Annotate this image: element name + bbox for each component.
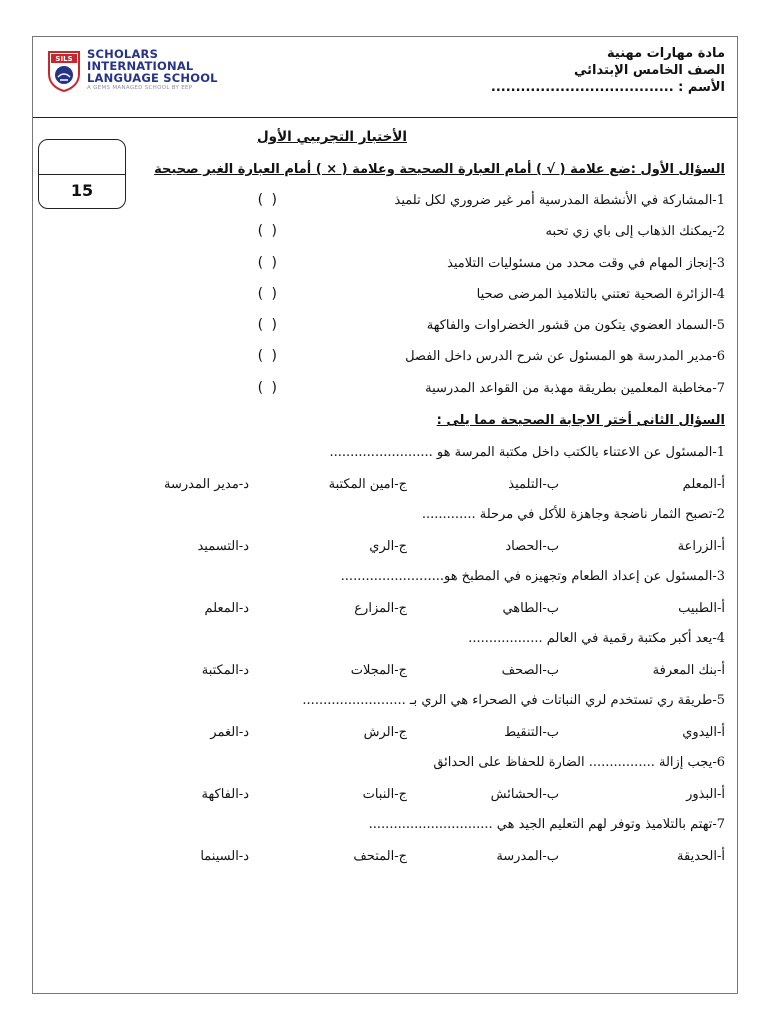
- score-divider: [39, 174, 125, 175]
- true-false-statement: 3-إنجاز المهام في وقت محدد من مسئوليات التلاميذ: [447, 256, 725, 271]
- mcq-option[interactable]: د-الغمر: [210, 725, 249, 740]
- mcq-option[interactable]: ج-امين المكتبة: [328, 477, 407, 492]
- mcq-option[interactable]: أ-الزراعة: [677, 539, 725, 554]
- mcq-question: 1-المسئول عن الاعتناء بالكتب داخل مكتبة المرسة هو .........................: [329, 445, 725, 460]
- answer-brackets[interactable]: ( ): [257, 286, 279, 302]
- true-false-statement: 7-مخاطبة المعلمين بطريقة مهذبة من القواعد المدرسية: [425, 381, 725, 396]
- school-tagline: A GEMS MANAGED SCHOOL BY EEP: [87, 85, 193, 91]
- mcq-option[interactable]: أ-المعلم: [682, 477, 725, 492]
- mcq-question: 5-طريقة ري تستخدم لري النباتات في الصحراء هي الري بـ .........................: [302, 693, 725, 708]
- mcq-option[interactable]: ب-الصحف: [501, 663, 559, 678]
- mcq-question: 6-يجب إزالة ................ الضارة للحفاظ على الحدائق: [433, 755, 725, 770]
- mcq-option[interactable]: د-التسميد: [197, 539, 249, 554]
- mcq-option[interactable]: أ-الطبيب: [678, 601, 725, 616]
- mcq-option[interactable]: ج-المجلات: [350, 663, 407, 678]
- mcq-option[interactable]: د-الفاكهة: [201, 787, 249, 802]
- answer-brackets[interactable]: ( ): [257, 192, 279, 208]
- answer-brackets[interactable]: ( ): [257, 380, 279, 396]
- mcq-option[interactable]: ب-الحصاد: [505, 539, 559, 554]
- answer-brackets[interactable]: ( ): [257, 223, 279, 239]
- mcq-option[interactable]: ج-الري: [369, 539, 407, 554]
- score-total: 15: [70, 181, 94, 200]
- mcq-option[interactable]: ج-الرش: [363, 725, 407, 740]
- answer-brackets[interactable]: ( ): [257, 255, 279, 271]
- header-divider: [33, 117, 737, 118]
- mcq-option[interactable]: ب-الحشائش: [490, 787, 559, 802]
- school-logo: [45, 48, 255, 100]
- true-false-statement: 4-الزائرة الصحية تعتني بالتلاميذ المرضى صحيا: [476, 287, 725, 302]
- svg-text:SILS: SILS: [55, 55, 73, 63]
- mcq-option[interactable]: أ-اليدوي: [682, 725, 725, 740]
- mcq-question: 7-تهتم بالتلاميذ وتوفر لهم التعليم الجيد هي ..............................: [368, 817, 725, 832]
- answer-brackets[interactable]: ( ): [257, 348, 279, 364]
- mcq-option[interactable]: ج-المتحف: [353, 849, 407, 864]
- exam-page: [32, 36, 738, 994]
- true-false-statement: 6-مدير المدرسة هو المسئول عن شرح الدرس داخل الفصل: [405, 349, 725, 364]
- grade-label: الصف الخامس الإبتدائي: [573, 63, 725, 78]
- mcq-option[interactable]: ب-التلميذ: [508, 477, 559, 492]
- mcq-question: 2-تصبح الثمار ناضجة وجاهزة للأكل في مرحلة .............: [421, 507, 725, 522]
- mcq-option[interactable]: د-المعلم: [204, 601, 249, 616]
- mcq-option[interactable]: د-المكتبة: [201, 663, 249, 678]
- q2-heading: السؤال الثانى أختر الاجابة الصحيحة مما يلى :: [436, 413, 725, 428]
- mcq-option[interactable]: أ-الحديقة: [677, 849, 725, 864]
- mcq-option[interactable]: ب-التنقيط: [504, 725, 559, 740]
- true-false-statement: 5-السماد العضوي يتكون من قشور الخضراوات والفاكهة: [426, 318, 725, 333]
- mcq-option[interactable]: ب-الطاهي: [502, 601, 559, 616]
- mcq-option[interactable]: ب-المدرسة: [496, 849, 559, 864]
- q1-heading: السؤال الأول :ضع علامة ( √ ) أمام العبارة الصحيحة وعلامة ( × ) أمام العبارة الغير صحيحة: [154, 162, 725, 177]
- mcq-option[interactable]: د-السينما: [200, 849, 249, 864]
- exam-title: الأختبار التجريبي الأول: [256, 129, 407, 145]
- exam-header: [491, 45, 725, 96]
- mcq-question: 4-يعد أكبر مكتبة رقمية في العالم ..................: [468, 631, 725, 646]
- mcq-option[interactable]: د-مدير المدرسة: [164, 477, 249, 492]
- true-false-statement: 2-يمكنك الذهاب إلى باي زي تحبه: [545, 224, 725, 239]
- answer-brackets[interactable]: ( ): [257, 317, 279, 333]
- mcq-option[interactable]: أ-البذور: [686, 787, 725, 802]
- true-false-statement: 1-المشاركة في الأنشطة المدرسية أمر غير ضروري لكل تلميذ: [394, 193, 725, 208]
- score-box: [38, 139, 126, 209]
- student-name-field[interactable]: الأسم : .....................................: [490, 80, 725, 95]
- subject-label: مادة مهارات مهنية: [607, 46, 725, 61]
- mcq-option[interactable]: أ-بنك المعرفة: [652, 663, 725, 678]
- mcq-option[interactable]: ج-النبات: [362, 787, 407, 802]
- school-name: SCHOLARS INTERNATIONAL LANGUAGE SCHOOL A GEMS MANAGED SCHOOL BY EEP: [87, 47, 218, 91]
- school-crest-icon: [47, 50, 81, 92]
- mcq-option[interactable]: ج-المزارع: [354, 601, 407, 616]
- mcq-question: 3-المسئول عن إعداد الطعام وتجهيزه في المطبخ هو.........................: [340, 569, 725, 584]
